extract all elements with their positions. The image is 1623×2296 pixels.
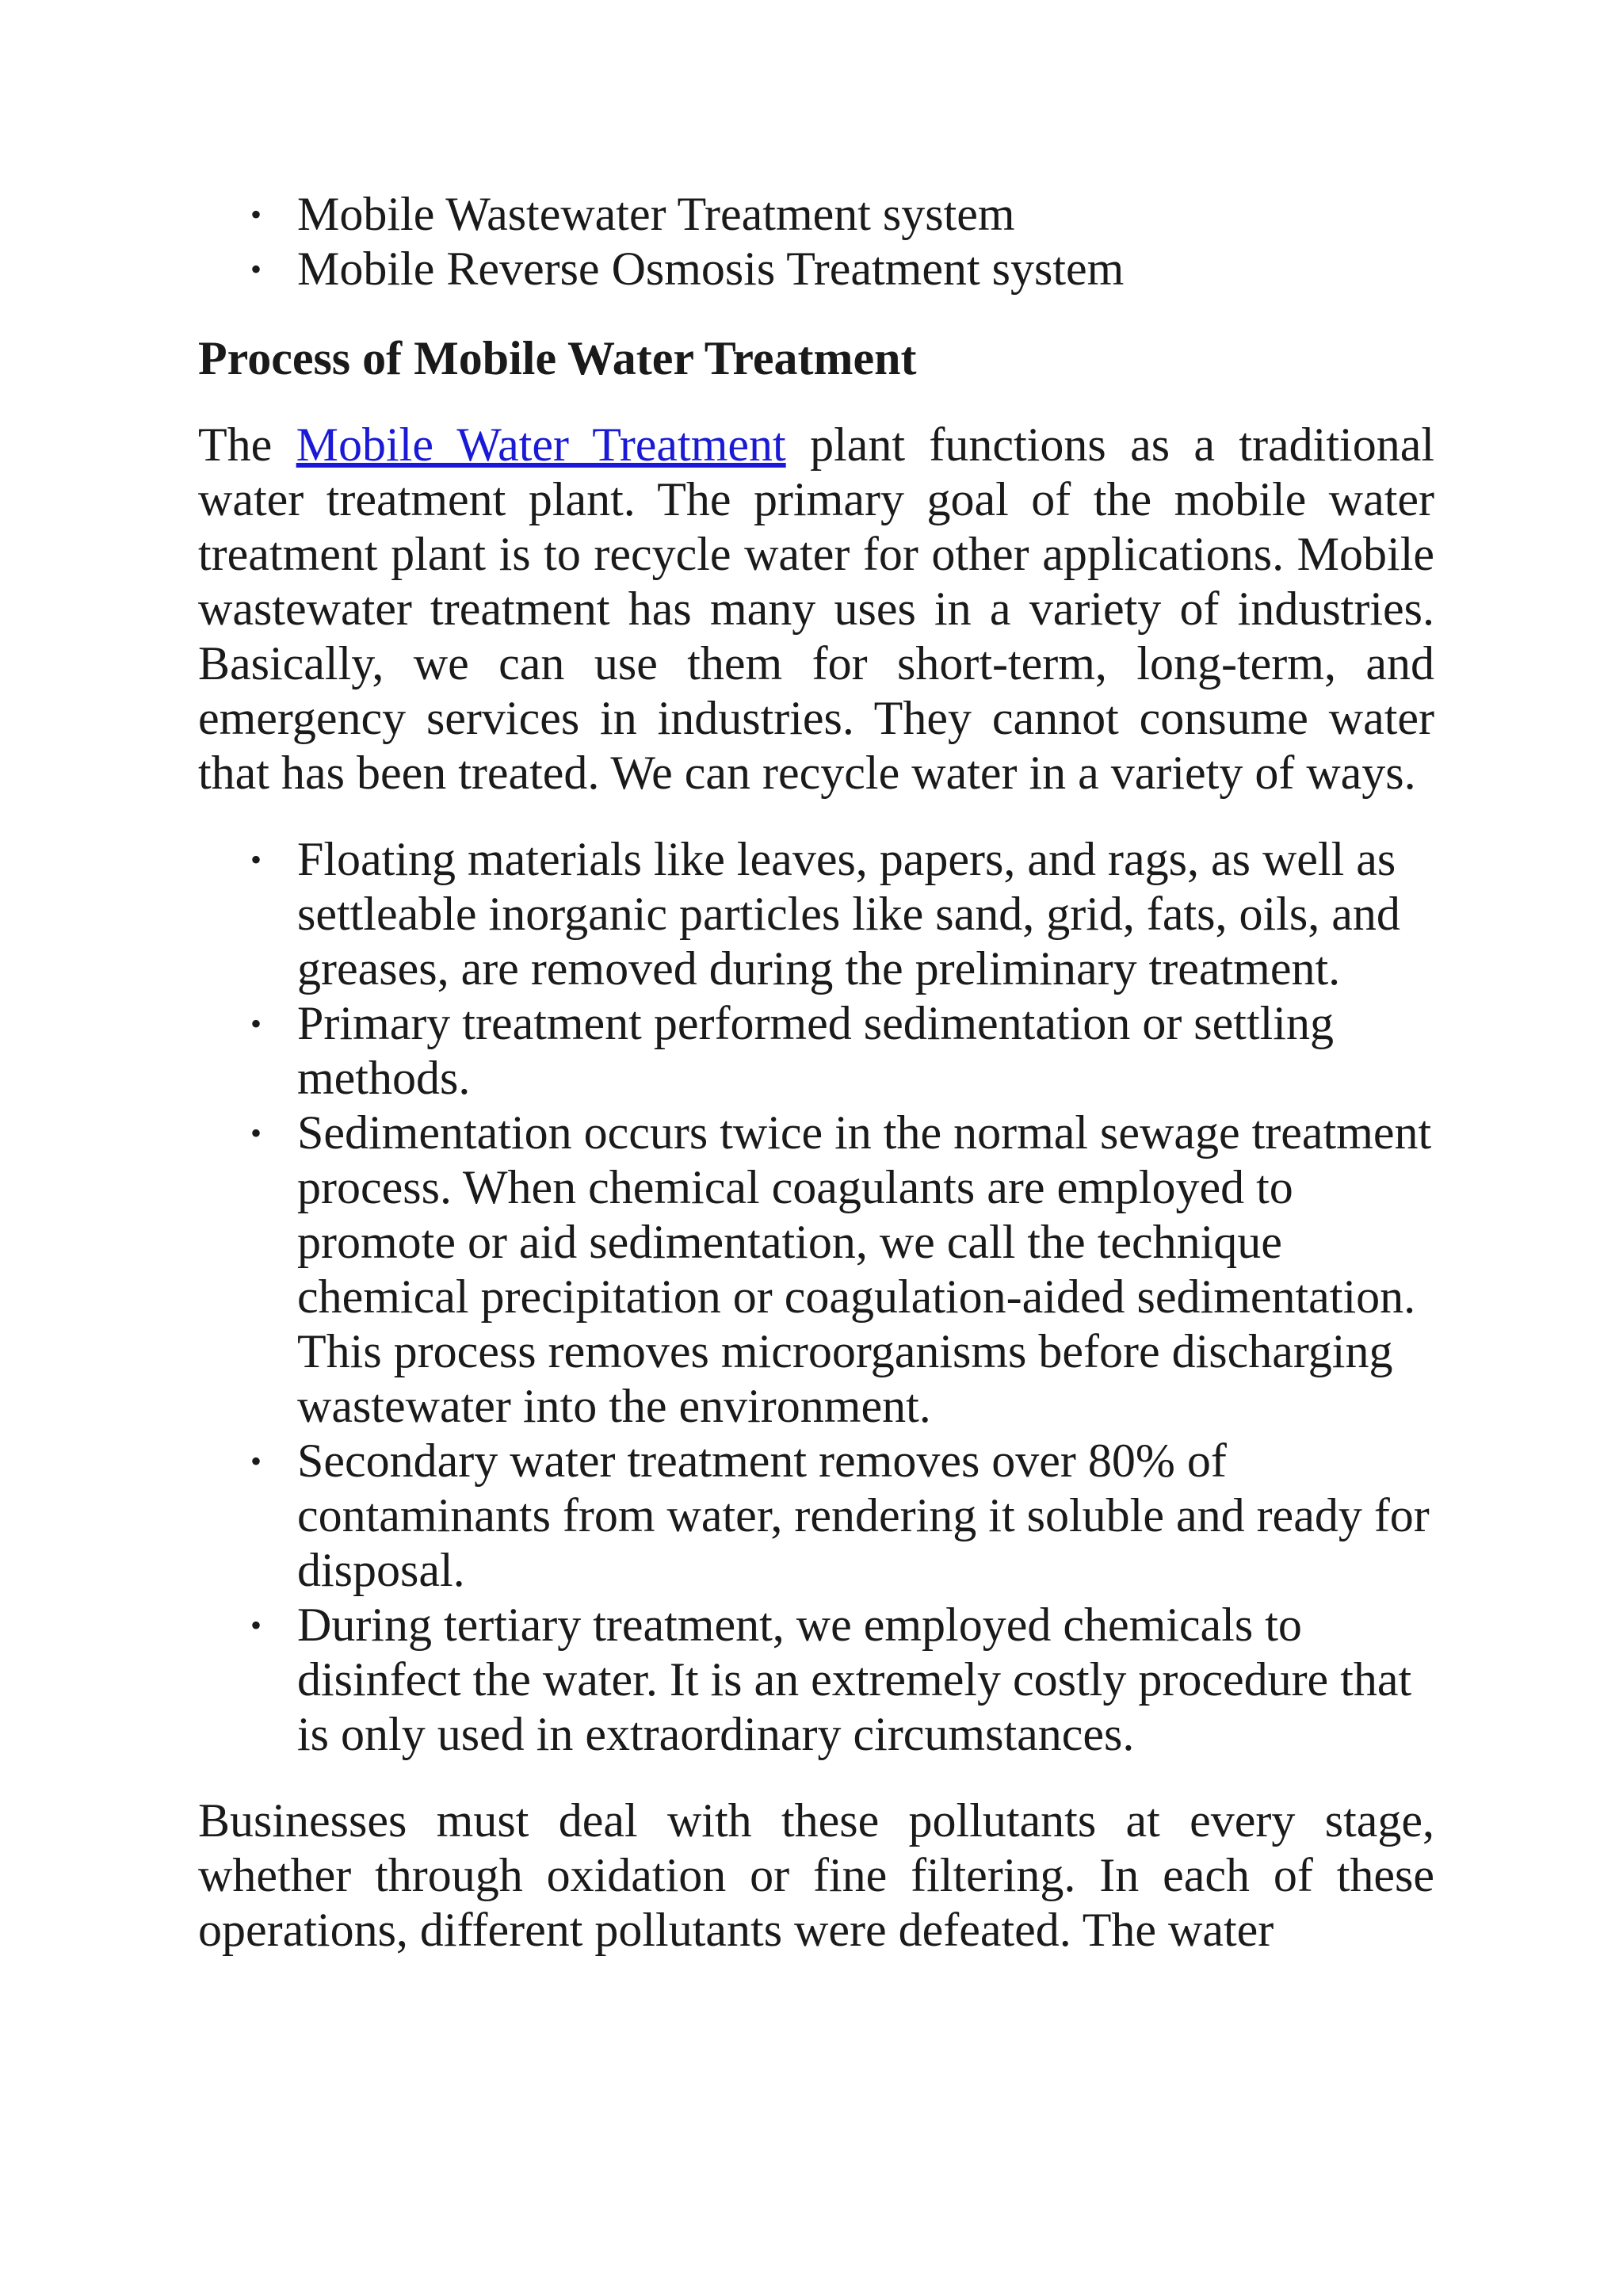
list-item-text: Sedimentation occurs twice in the normal sewage treatment process. When chemical coagulants are employed to promote or aid sedimentation, we call the technique chemical precipitation or coagulation-aided sedimentation. This process removes microorganisms before discharging wastewater into the environment.: [297, 1106, 1432, 1432]
intro-text-before-link: The: [198, 418, 296, 471]
bullet-icon: •: [250, 197, 262, 232]
closing-paragraph: Businesses must deal with these pollutants at every stage, whether through oxidation or fine filtering. In each of these operations, different pollutants were defeated. The water: [198, 1794, 1434, 1956]
list-item: [198, 187, 1434, 242]
list-item-text: Mobile Reverse Osmosis Treatment system: [297, 243, 1125, 295]
section-heading: Process of Mobile Water Treatment: [198, 332, 917, 384]
list-item-text: Primary treatment performed sedimentation or settling methods.: [297, 997, 1334, 1104]
bullet-icon: •: [250, 251, 262, 287]
list-item: [198, 1598, 1434, 1762]
list-item: [198, 242, 1434, 296]
mobile-water-treatment-link[interactable]: Mobile Water Treatment: [296, 418, 786, 471]
list-item: [198, 996, 1434, 1106]
bullet-icon: •: [250, 1607, 262, 1643]
bullet-icon: •: [250, 1006, 262, 1041]
list-item-text: Floating materials like leaves, papers, and rags, as well as settleable inorganic particles like sand, grid, fats, oils, and greases, are removed during the preliminary treatment.: [297, 833, 1400, 995]
list-item: [198, 1434, 1434, 1598]
intro-text-after-link: plant functions as a traditional water treatment plant. The primary goal of the mobile water treatment plant is to recycle water for other applications. Mobile wastewater treatment has many uses in a variety of industries. Basically, we can use them for short-term, long-term, and emergency services in industries. They cannot consume water that has been treated. We can recycle water in a variety of ways.: [198, 418, 1434, 799]
bullet-icon: •: [250, 842, 262, 877]
list-item: [198, 832, 1434, 996]
list-item-text: During tertiary treatment, we employed chemicals to disinfect the water. It is an extremely costly procedure that is only used in extraordinary circumstances.: [297, 1599, 1412, 1760]
bullet-icon: •: [250, 1115, 262, 1151]
bullet-icon: •: [250, 1443, 262, 1479]
treatment-steps-list: [198, 832, 1434, 1762]
list-item: [198, 1106, 1434, 1434]
document-page: [198, 187, 1434, 1958]
list-item-text: Mobile Wastewater Treatment system: [297, 188, 1015, 240]
list-item-text: Secondary water treatment removes over 80% of contaminants from water, rendering it soluble and ready for disposal.: [297, 1435, 1430, 1596]
intro-paragraph: [198, 418, 1434, 800]
system-types-list: [198, 187, 1434, 296]
